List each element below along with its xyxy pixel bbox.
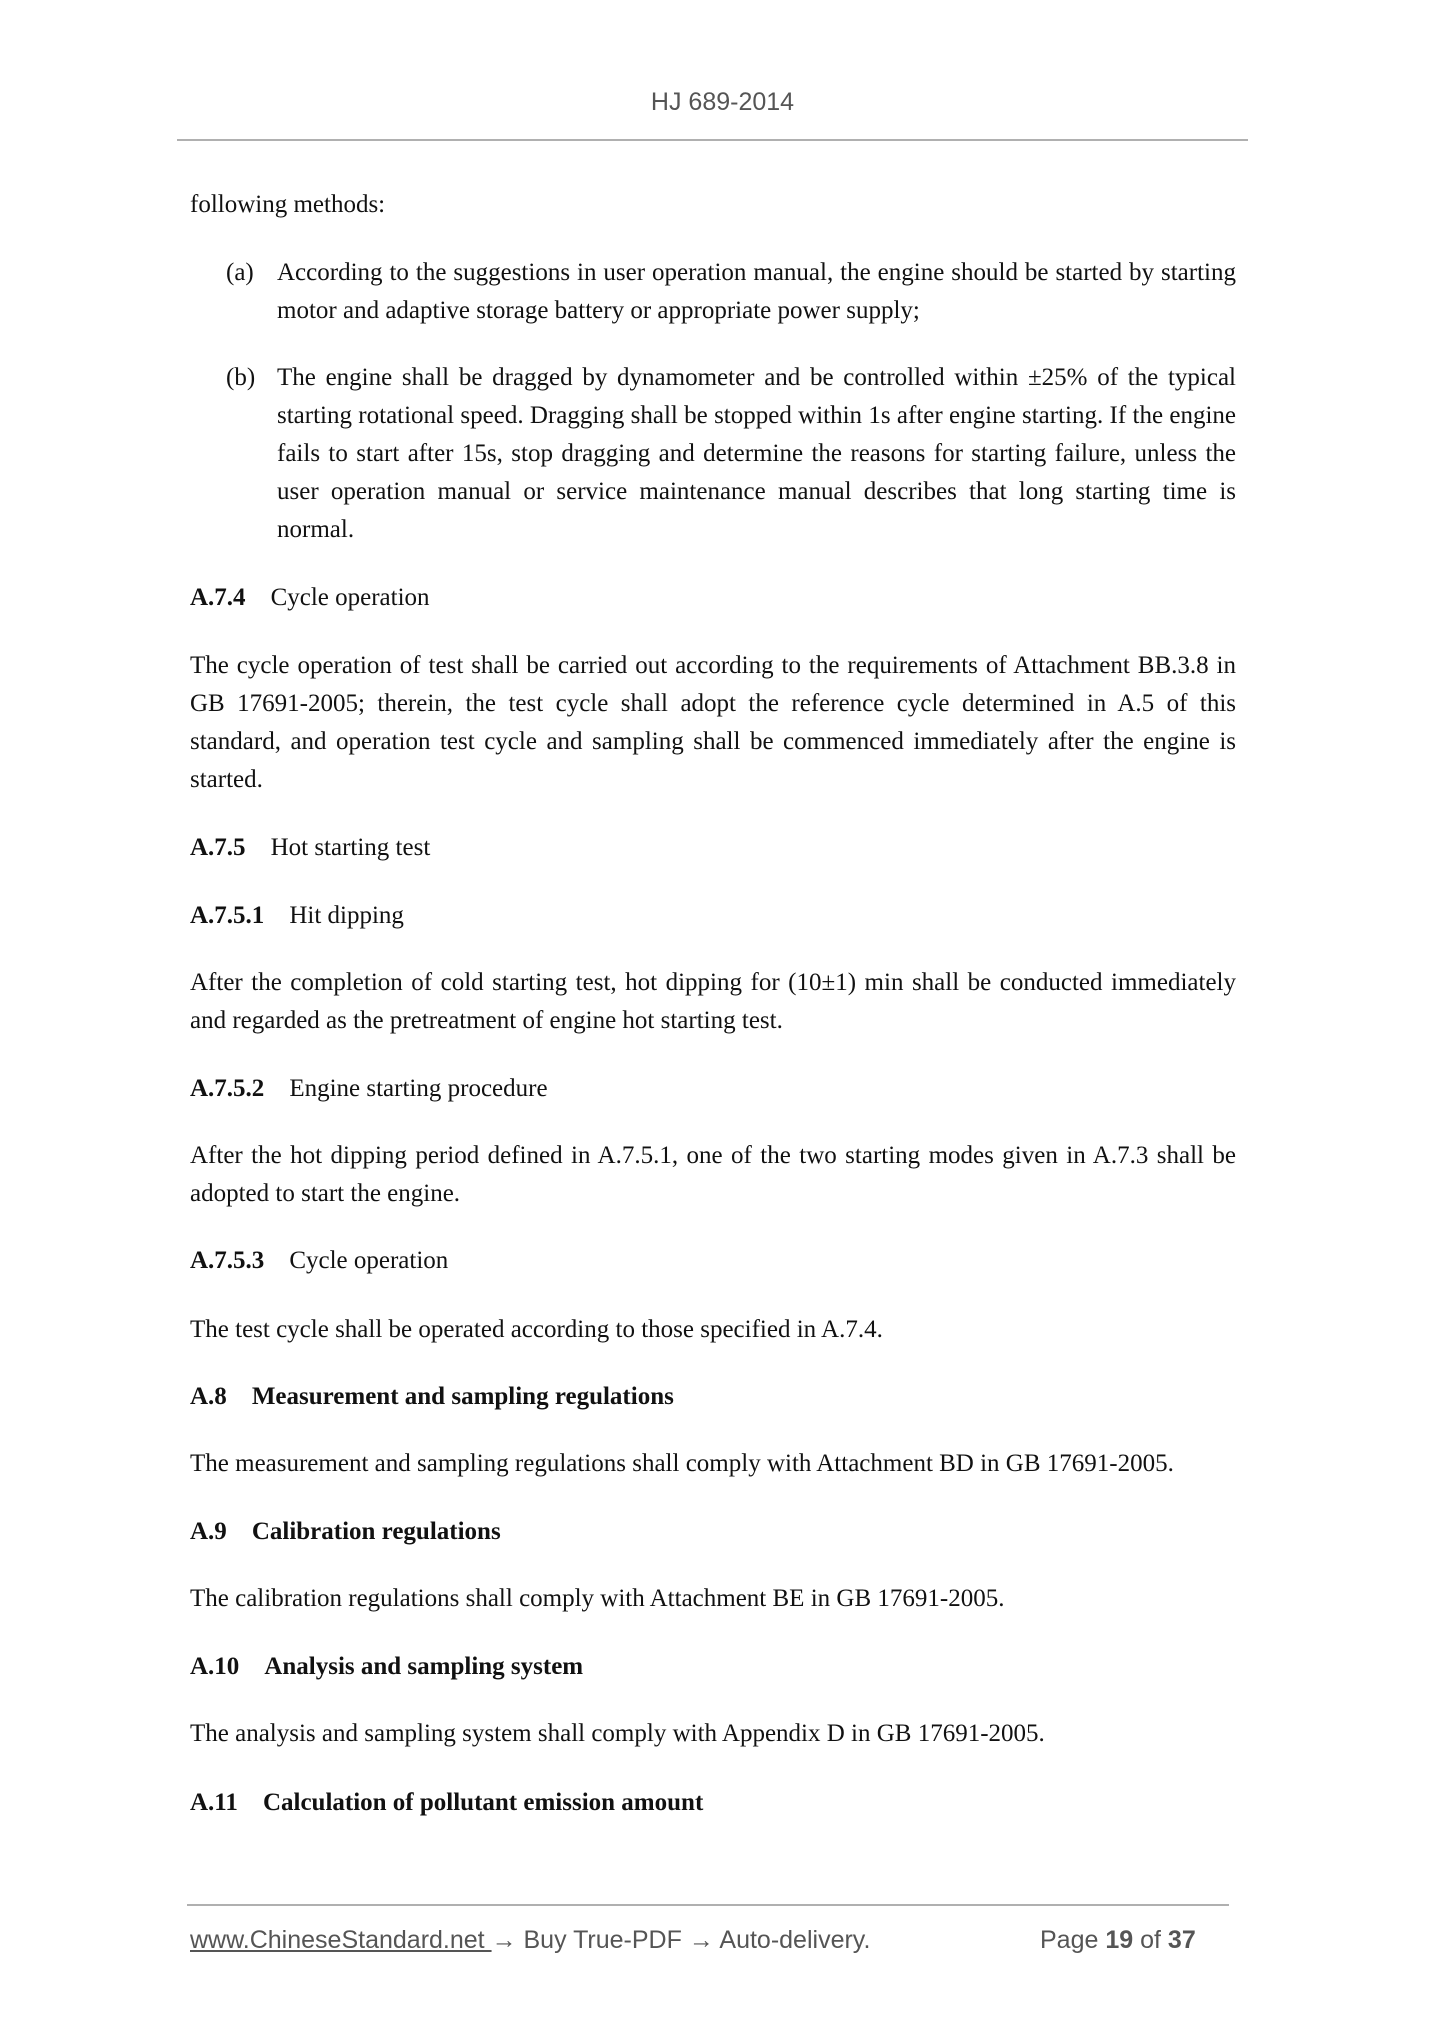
section-number: A.11 — [190, 1789, 238, 1816]
section-number: A.7.5 — [190, 834, 246, 861]
section-number: A.7.5.1 — [190, 902, 265, 929]
buy-text: Buy True-PDF — [516, 1926, 689, 1954]
section-number: A.7.5.2 — [190, 1075, 265, 1102]
arrow-icon: → — [491, 1926, 517, 1954]
section-title: Analysis and sampling system — [264, 1653, 584, 1680]
list-text: According to the suggestions in user operation manual, the engine should be started by starting motor and adaptive storage battery or appropriate power supply; — [277, 259, 1236, 324]
page-number: 19 — [1105, 1926, 1134, 1954]
section-title: Cycle operation — [270, 584, 430, 611]
section-heading-a-7-5 — [190, 829, 1236, 867]
list-label: (a) — [226, 259, 254, 286]
section-number: A.8 — [190, 1383, 227, 1410]
section-paragraph: After the hot dipping period defined in A.7.5.1, one of the two starting modes given in A.7.3 shall be adopted to start the engine. — [190, 1142, 1236, 1207]
header-divider — [177, 139, 1248, 141]
section-heading-a-8 — [190, 1378, 1236, 1416]
section-title: Hot starting test — [270, 834, 431, 861]
section-title: Cycle operation — [289, 1247, 449, 1274]
intro-text: following methods: — [190, 191, 386, 218]
section-heading-a-7-4 — [190, 579, 1236, 617]
section-heading-a-7-5-1 — [190, 897, 1236, 935]
section-heading-a-10 — [190, 1648, 1236, 1686]
section-title: Calculation of pollutant emission amount — [262, 1789, 704, 1816]
document-code-header: HJ 689-2014 — [650, 88, 795, 116]
list-item-a — [226, 254, 1236, 330]
list-item-b — [226, 359, 1236, 549]
section-heading-a-11 — [190, 1784, 1236, 1822]
section-paragraph: The measurement and sampling regulations shall comply with Attachment BD in GB 17691-2005. — [190, 1450, 1174, 1477]
arrow-icon: → — [688, 1926, 714, 1954]
section-title: Measurement and sampling regulations — [251, 1383, 674, 1410]
section-title: Engine starting procedure — [289, 1075, 548, 1102]
section-heading-a-7-5-3 — [190, 1242, 1236, 1280]
website-link[interactable]: www.ChineseStandard.net — [190, 1926, 492, 1954]
page-label: Page — [1040, 1926, 1099, 1954]
of-label: of — [1140, 1926, 1161, 1954]
section-heading-a-7-5-2 — [190, 1070, 1236, 1108]
list-label: (b) — [226, 364, 256, 391]
footer-promo — [190, 1926, 870, 1955]
section-number: A.10 — [190, 1653, 240, 1680]
section-paragraph: The calibration regulations shall comply with Attachment BE in GB 17691-2005. — [190, 1585, 1005, 1612]
section-paragraph: After the completion of cold starting test, hot dipping for (10±1) min shall be conducted immediately and regarded as the pretreatment of engine hot starting test. — [190, 969, 1236, 1034]
footer-divider — [187, 1904, 1229, 1906]
section-title: Calibration regulations — [251, 1518, 501, 1545]
page-indicator — [1040, 1926, 1196, 1955]
section-title: Hit dipping — [289, 902, 404, 929]
section-number: A.7.5.3 — [190, 1247, 265, 1274]
section-number: A.9 — [190, 1518, 227, 1545]
list-text: The engine shall be dragged by dynamometer and be controlled within ±25% of the typical starting rotational speed. Dragging shall be stopped within 1s after engine starting. If the engine fails to start after 15s, stop dragging and determine the reasons for starting failure, unless the user operation manual or service maintenance manual describes that long starting time is normal. — [277, 364, 1236, 543]
section-paragraph: The analysis and sampling system shall comply with Appendix D in GB 17691-2005. — [190, 1720, 1045, 1747]
page-total: 37 — [1167, 1926, 1196, 1954]
section-paragraph: The test cycle shall be operated according to those specified in A.7.4. — [190, 1316, 883, 1343]
auto-delivery-text: Auto-delivery. — [713, 1926, 871, 1954]
section-number: A.7.4 — [190, 584, 246, 611]
section-heading-a-9 — [190, 1513, 1236, 1551]
section-paragraph: The cycle operation of test shall be carried out according to the requirements of Attachment BB.3.8 in GB 17691-2005; therein, the test cycle shall adopt the reference cycle determined in A.5 of this standard, and operation test cycle and sampling shall be commenced immediately after the engine is started. — [190, 652, 1236, 793]
